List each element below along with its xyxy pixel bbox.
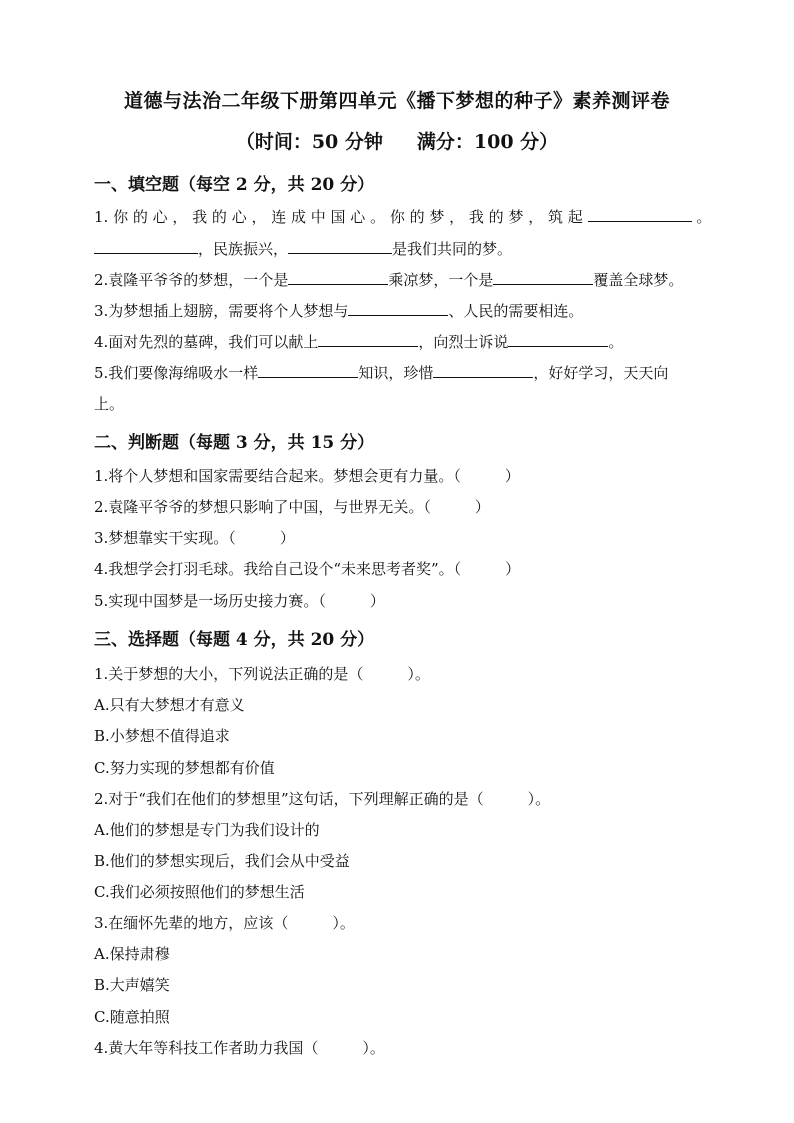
answer-blank[interactable] (288, 270, 388, 285)
question-text: ，民族振兴， (198, 240, 289, 258)
score-label: 满分：100 分） (416, 131, 559, 153)
question-text: 2.袁隆平爷爷的梦想，一个是 (94, 271, 289, 289)
section-choice-title: 三、选择题（每题 4 分，共 20 分） (94, 630, 375, 650)
judge-question-1 (94, 465, 520, 486)
choice-question-2 (94, 788, 550, 809)
judge-question-4 (94, 558, 520, 579)
answer-blank[interactable] (348, 301, 448, 316)
fill-question-1-cont (94, 238, 512, 259)
choice-option: A.只有大梦想才有意义 (94, 696, 245, 714)
question-text: 3.梦想靠实干实现。（ (94, 529, 236, 547)
question-text: 2.袁隆平爷爷的梦想只影响了中国，与世界无关。（ (94, 498, 431, 516)
fill-question-1 (94, 206, 711, 227)
section-judge-title: 二、判断题（每题 3 分，共 15 分） (94, 433, 375, 453)
exam-info (0, 127, 794, 154)
paren-close: ） (369, 592, 385, 610)
choice-option: A.他们的梦想是专门为我们设计的 (94, 821, 320, 839)
question-text: 知识，珍惜 (358, 364, 434, 382)
answer-blank[interactable] (433, 363, 533, 378)
question-text: 1.将个人梦想和国家需要结合起来。梦想会更有力量。（ (94, 467, 461, 485)
paren-close: ） (505, 560, 521, 578)
question-text: ，向烈士诉说 (418, 333, 509, 351)
question-text: 5.我们要像海绵吸水一样 (94, 364, 259, 382)
choice-question-1 (94, 663, 430, 684)
question-text: 覆盖全球梦。 (593, 271, 684, 289)
paren-close: ）。 (527, 790, 551, 808)
question-text: 。 (696, 208, 712, 226)
question-text: 4.面对先烈的墓碑，我们可以献上 (94, 333, 319, 351)
fill-question-5 (94, 362, 668, 383)
judge-question-2 (94, 496, 490, 517)
question-text: 是我们共同的梦。 (392, 240, 513, 258)
question-text: 。 (608, 333, 624, 351)
question-text: 1. 你 的 心 ， 我 的 心 ， 连 成 中 国 心 。 你 的 梦 ， 我 的 梦 ， 筑 起 (94, 208, 583, 226)
page-title: 道德与法治二年级下册第四单元《播下梦想的种子》素养测评卷 (123, 90, 670, 112)
choice-option: B.大声嬉笑 (94, 976, 170, 994)
time-label: （时间：50 分钟 (235, 131, 383, 153)
question-text: 1.关于梦想的大小，下列说法正确的是（ (94, 665, 364, 683)
question-text: 4.黄大年等科技工作者助力我国（ (94, 1039, 319, 1057)
fill-question-3 (94, 300, 583, 321)
question-text: 乘凉梦，一个是 (388, 271, 494, 289)
choice-question-4 (94, 1037, 385, 1058)
answer-blank[interactable] (493, 270, 593, 285)
judge-question-5 (94, 590, 385, 611)
paren-close: ）。 (332, 914, 355, 932)
fill-question-5-cont: 上。 (94, 395, 125, 413)
answer-blank[interactable] (258, 363, 358, 378)
question-text: 4.我想学会打羽毛球。我给自己设个“未来思考者奖”。（ (94, 560, 462, 578)
choice-question-3 (94, 912, 355, 933)
question-text: 5.实现中国梦是一场历史接力赛。（ (94, 592, 326, 610)
choice-option: C.努力实现的梦想都有价值 (94, 759, 275, 777)
answer-blank[interactable] (588, 207, 692, 222)
paren-close: ）。 (407, 665, 430, 683)
answer-blank[interactable] (508, 332, 608, 347)
question-text: 2.对于“我们在他们的梦想里”这句话，下列理解正确的是（ (94, 790, 484, 808)
paren-close: ） (279, 529, 295, 547)
choice-option: C.随意拍照 (94, 1008, 170, 1026)
choice-option: C.我们必须按照他们的梦想生活 (94, 883, 305, 901)
question-text: 3.在缅怀先辈的地方，应该（ (94, 914, 289, 932)
question-text: ，好好学习，天天向 (533, 364, 669, 382)
section-fill-title: 一、填空题（每空 2 分，共 20 分） (94, 175, 375, 195)
answer-blank[interactable] (318, 332, 418, 347)
choice-option: B.小梦想不值得追求 (94, 727, 230, 745)
judge-question-3 (94, 527, 295, 548)
answer-blank[interactable] (288, 239, 392, 254)
question-text: 、人民的需要相连。 (448, 302, 584, 320)
fill-question-4 (94, 331, 623, 352)
question-text: 3.为梦想插上翅膀，需要将个人梦想与 (94, 302, 349, 320)
paren-close: ） (504, 467, 520, 485)
answer-blank[interactable] (94, 239, 198, 254)
choice-option: B.他们的梦想实现后，我们会从中受益 (94, 852, 350, 870)
paren-close: ） (474, 498, 490, 516)
choice-option: A.保持肃穆 (94, 945, 170, 963)
paren-close: ）。 (362, 1039, 385, 1057)
fill-question-2 (94, 269, 683, 290)
